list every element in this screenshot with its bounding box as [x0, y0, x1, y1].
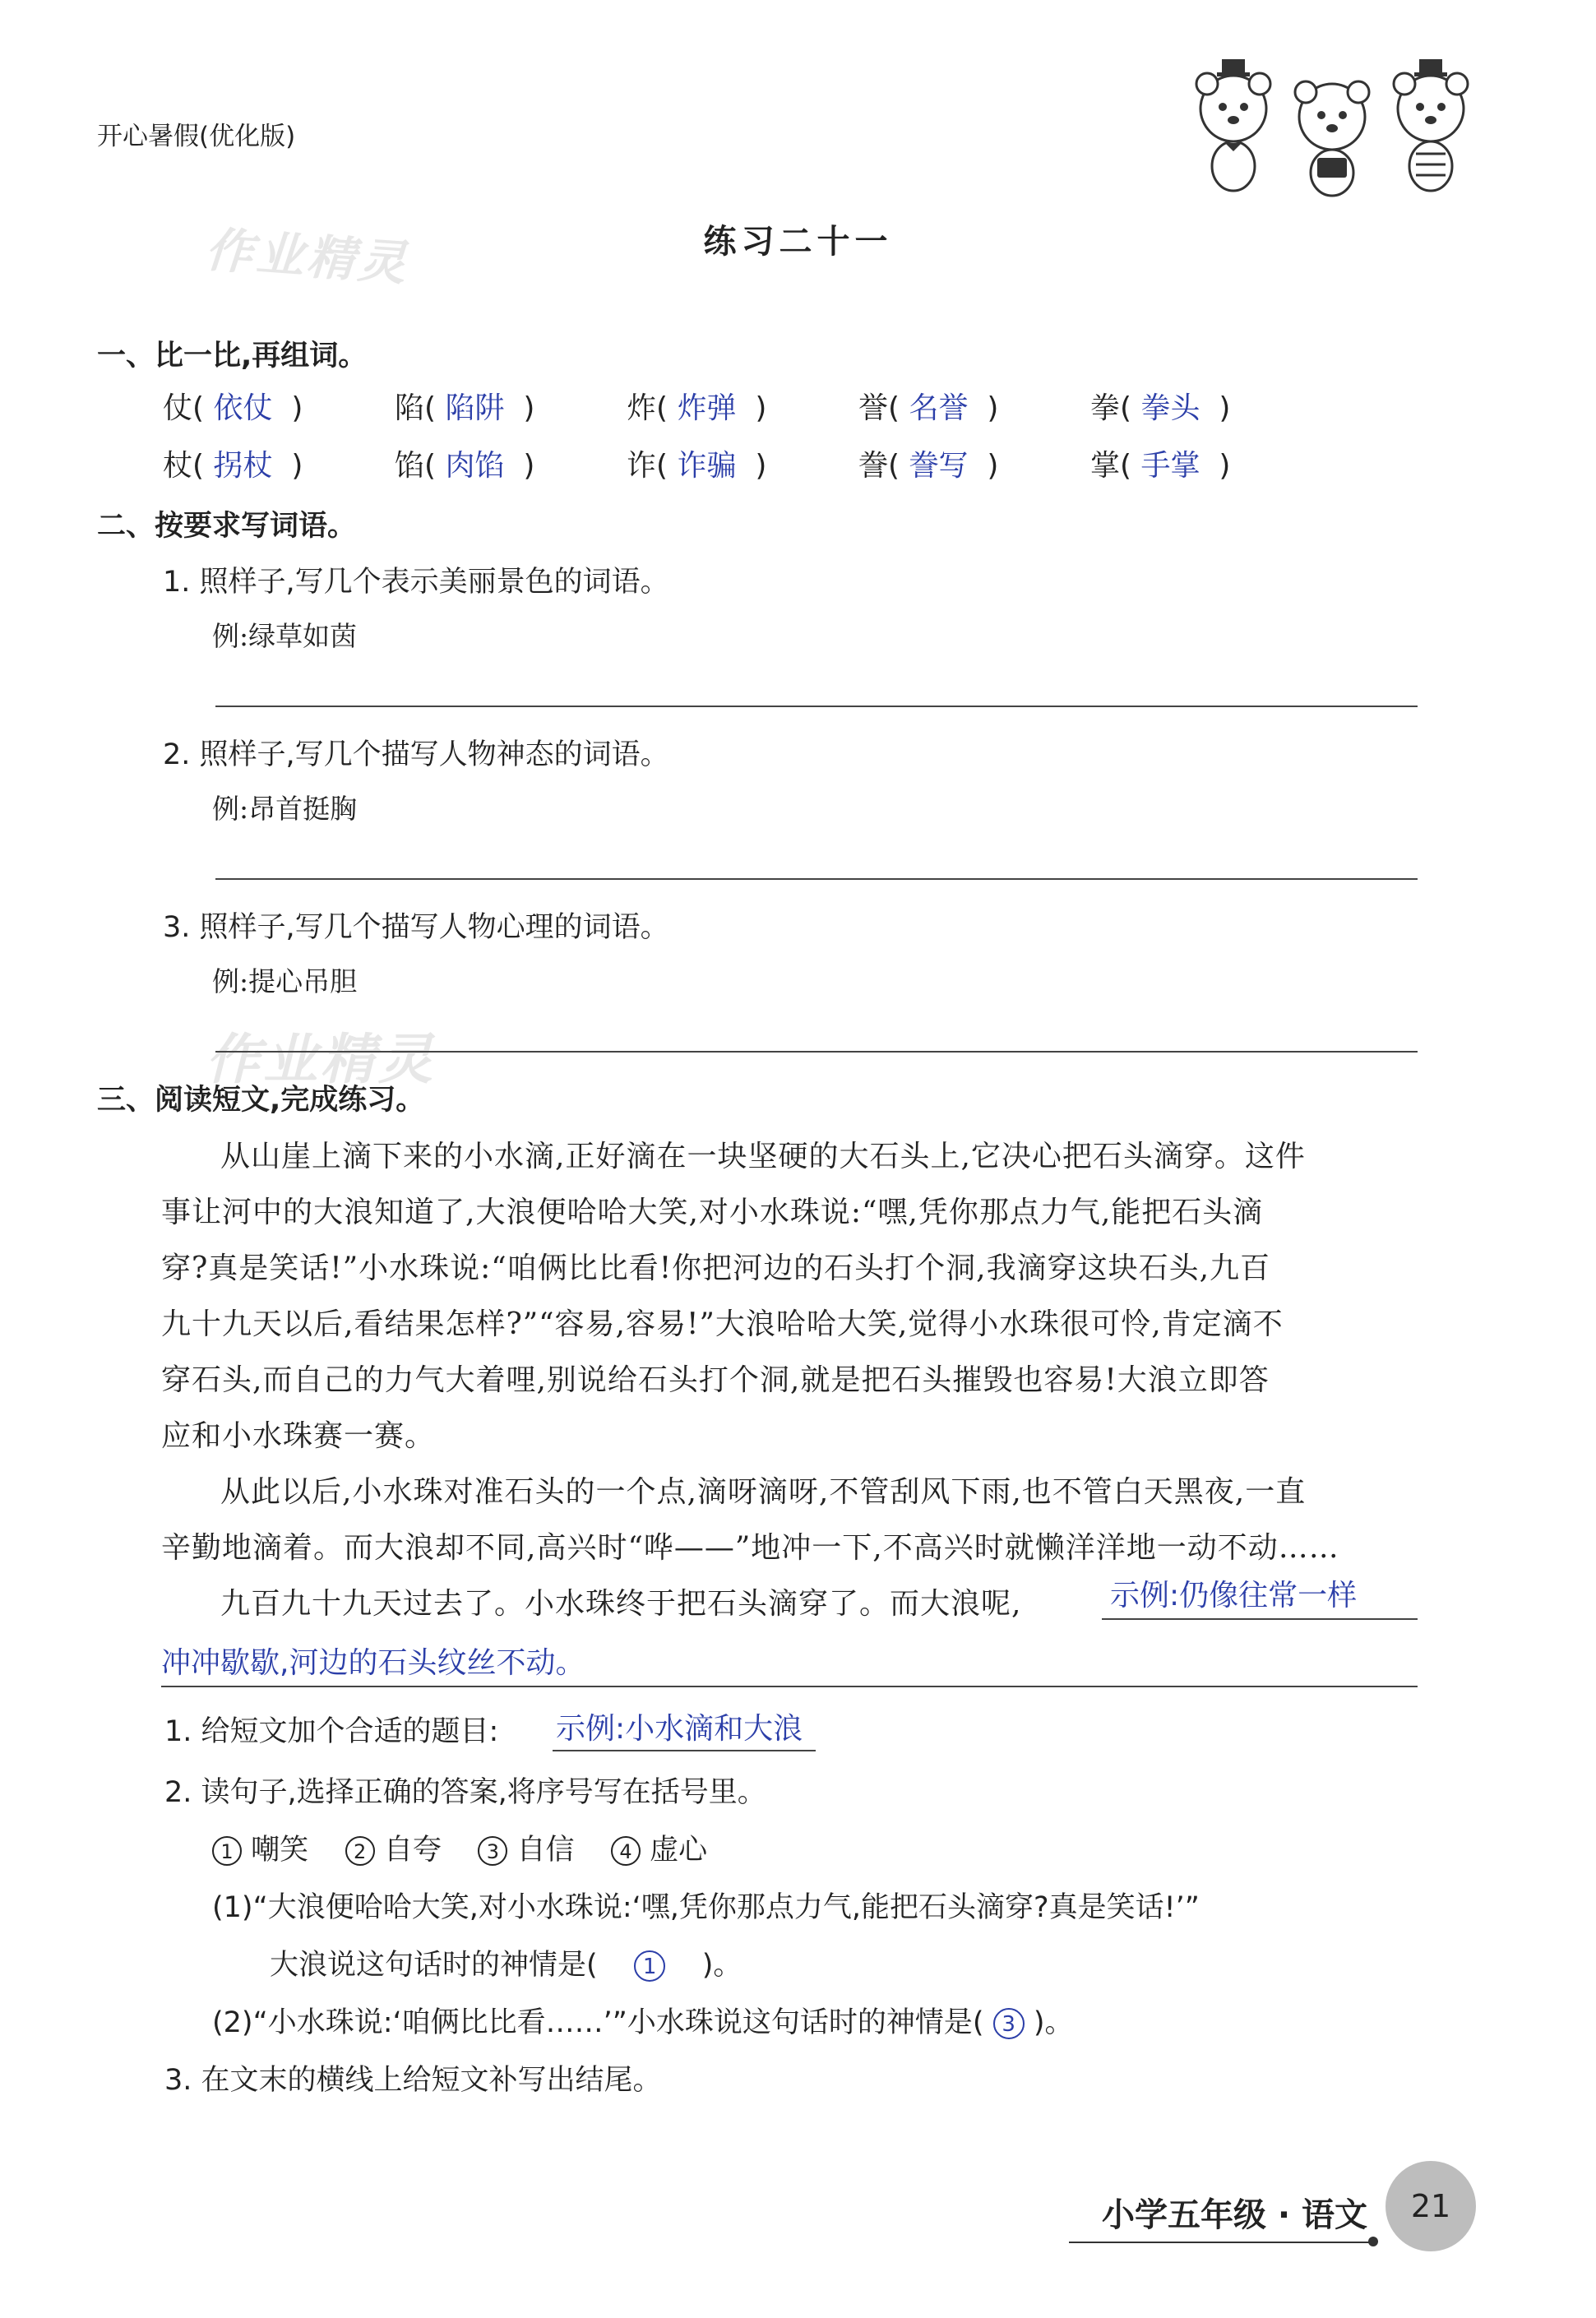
word-cell: 杖( 拐杖 )	[163, 449, 303, 483]
question-text: (1)“大浪便哈哈大笑,对小水珠说:‘嘿,凭你那点力气,能把石头滴穿?真是笑话!’”	[212, 1891, 1200, 1924]
question-text: 2. 读句子,选择正确的答案,将序号写在括号里。	[164, 1776, 766, 1809]
answer-text: 炸弹	[677, 391, 737, 425]
example-text: 例:绿草如茵	[212, 620, 358, 652]
watermark: 作业精灵	[206, 1028, 436, 1091]
passage-line: 穿石头,而自己的力气大着哩,别说给石头打个洞,就是把石头摧毁也容易!大浪立即答	[161, 1363, 1270, 1397]
word-cell: 诈( 诈骗 )	[627, 449, 767, 483]
option: 2 自夸	[345, 1834, 442, 1867]
answer-text: 拐杖	[213, 449, 273, 483]
option: 1 嘲笑	[212, 1834, 308, 1867]
q1-answer: 示例:小水滴和大浪	[556, 1712, 803, 1746]
passage-line: 应和小水珠赛一赛。	[161, 1419, 436, 1453]
question-text: 大浪说这句话时的神情是( 1 )。	[270, 1949, 742, 1982]
answer-text: 诈骗	[677, 449, 737, 483]
answer-line[interactable]	[215, 878, 1418, 880]
question-text: (2)“小水珠说:‘咱俩比比看……’”小水珠说这句话时的神情是( 3 )。	[212, 2006, 1074, 2039]
word-cell: 仗( 依仗 )	[163, 391, 303, 425]
word-cell: 炸( 炸弹 )	[627, 391, 767, 425]
answer-text: 依仗	[213, 391, 273, 425]
mascot-bears-illustration	[1184, 51, 1480, 199]
passage-line: 从此以后,小水珠对准石头的一个点,滴呀滴呀,不管刮风下雨,也不管白天黑夜,一直	[220, 1475, 1307, 1509]
section2-heading: 二、按要求写词语。	[97, 510, 357, 543]
answer-text: 名誉	[909, 391, 969, 425]
answer-line[interactable]	[215, 706, 1418, 707]
word-cell: 陷( 陷阱 )	[395, 391, 535, 425]
watermark: 作业精灵	[203, 221, 411, 292]
footer-subject: 小学五年级 · 语文	[1102, 2196, 1368, 2234]
word-cell: 掌( 手掌 )	[1090, 449, 1231, 483]
answer-line[interactable]	[161, 1686, 1418, 1687]
answer-circle: 3	[993, 2008, 1025, 2039]
option: 4 虚心	[611, 1834, 707, 1867]
options-row	[212, 1827, 707, 1868]
example-text: 例:昂首挺胸	[212, 793, 358, 825]
passage-line: 穿?真是笑话!”小水珠说:“咱俩比比看!你把河边的石头打个洞,我滴穿这块石头,九百	[161, 1252, 1271, 1285]
answer-line[interactable]	[215, 1051, 1418, 1053]
answer-text: 拳头	[1140, 391, 1200, 425]
passage-line: 事让河中的大浪知道了,大浪便哈哈大笑,对小水珠说:“嘿,凭你那点力气,能把石头滴	[161, 1196, 1264, 1229]
word-cell: 拳( 拳头 )	[1090, 391, 1231, 425]
word-cell: 誉( 名誉 )	[858, 391, 999, 425]
question-text: 1. 给短文加个合适的题目:	[164, 1715, 499, 1748]
footer-rule	[1069, 2242, 1373, 2243]
page-title: 练习二十一	[703, 223, 893, 261]
answer-line[interactable]	[553, 1750, 816, 1751]
book-title: 开心暑假(优化版)	[97, 122, 296, 151]
section1-heading: 一、比一比,再组词。	[97, 340, 368, 372]
example-text: 例:提心吊胆	[212, 965, 358, 997]
answer-line[interactable]	[1102, 1618, 1418, 1620]
passage-line: 九百九十九天过去了。小水珠终于把石头滴穿了。而大浪呢,	[220, 1587, 1022, 1621]
option: 3 自信	[478, 1834, 574, 1867]
question-text: 3. 在文末的横线上给短文补写出结尾。	[164, 2064, 662, 2097]
answer-text: 誊写	[909, 449, 969, 483]
ending-answer-1: 示例:仍像往常一样	[1110, 1579, 1358, 1612]
passage-line: 从山崖上滴下来的小水滴,正好滴在一块坚硬的大石头上,它决心把石头滴穿。这件	[220, 1140, 1306, 1173]
answer-text: 陷阱	[445, 391, 505, 425]
passage-line: 九十九天以后,看结果怎样?”“容易,容易!”大浪哈哈大笑,觉得小水珠很可怜,肯定滴不	[161, 1307, 1284, 1341]
question-text: 3. 照样子,写几个描写人物心理的词语。	[163, 911, 669, 944]
page-number: 21	[1386, 2161, 1476, 2251]
word-cell: 馅( 肉馅 )	[395, 449, 535, 483]
answer-text: 肉馅	[445, 449, 505, 483]
footer-dot	[1368, 2237, 1378, 2246]
answer-text: 手掌	[1140, 449, 1200, 483]
passage-line: 辛勤地滴着。而大浪却不同,高兴时“哗——”地冲一下,不高兴时就懒洋洋地一动不动……	[161, 1531, 1339, 1565]
ending-answer-2: 冲冲歇歇,河边的石头纹丝不动。	[161, 1646, 585, 1680]
answer-circle: 1	[634, 1950, 665, 1982]
question-text: 2. 照样子,写几个描写人物神态的词语。	[163, 738, 669, 771]
section3-heading: 三、阅读短文,完成练习。	[97, 1084, 425, 1117]
question-text: 1. 照样子,写几个表示美丽景色的词语。	[163, 566, 669, 599]
word-cell: 誊( 誊写 )	[858, 449, 999, 483]
